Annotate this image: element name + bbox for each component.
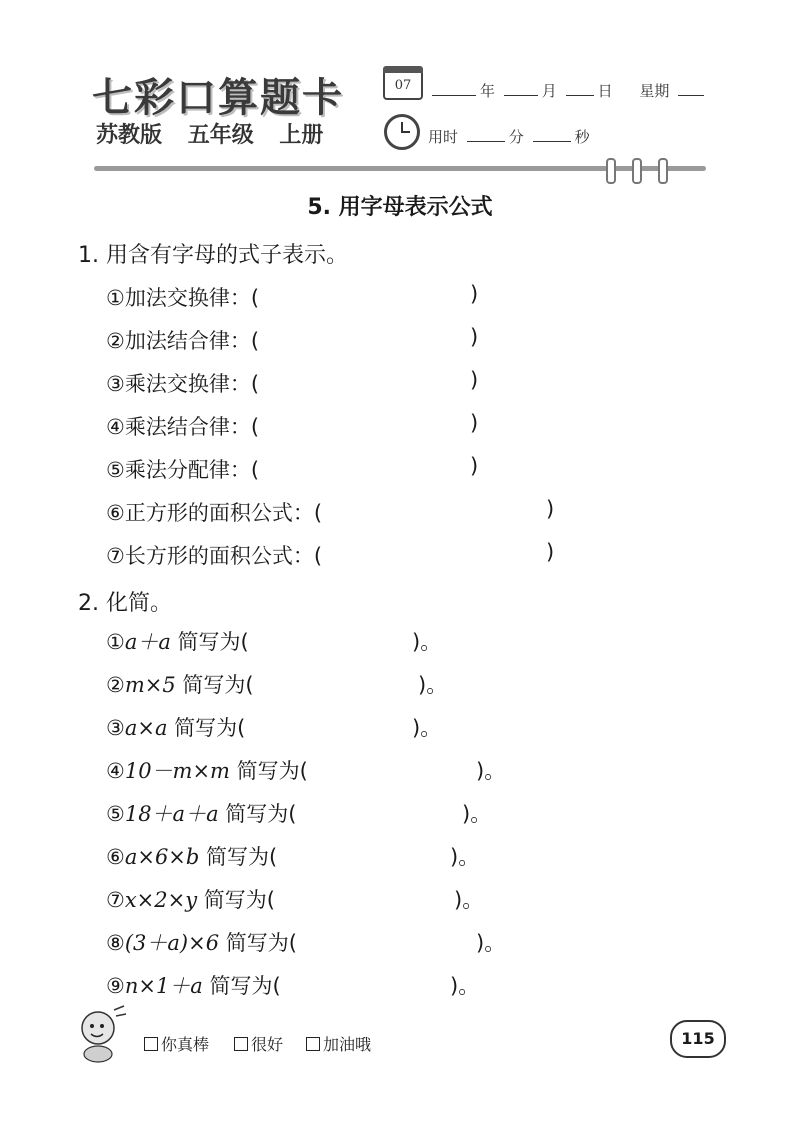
rating-label: 你真棒	[161, 1035, 210, 1054]
q2-item-8	[106, 927, 536, 955]
q2-item-tail: 简写为(	[167, 716, 246, 740]
q2-item-tail: 简写为(	[199, 845, 278, 869]
q2-item-1	[106, 626, 506, 654]
page-number: 115	[670, 1020, 726, 1058]
checkbox-icon[interactable]	[234, 1037, 248, 1051]
date-day-label: 日	[597, 82, 613, 100]
q2-item-num: ⑧	[106, 931, 125, 955]
binder-ring-icon	[606, 158, 616, 184]
q1-item-1	[106, 282, 506, 310]
checkbox-icon[interactable]	[306, 1037, 320, 1051]
q1-item-label: ⑤乘法分配律：(	[106, 458, 260, 482]
q2-item-num: ⑥	[106, 845, 125, 869]
calendar-icon	[383, 66, 423, 100]
checkbox-icon[interactable]	[144, 1037, 158, 1051]
q2-item-num: ③	[106, 716, 125, 740]
second-blank[interactable]	[533, 127, 571, 142]
q1-item-close: )	[470, 368, 479, 392]
grade: 五年级	[187, 123, 254, 148]
mascot-illustration	[68, 1002, 130, 1064]
lesson-title: 5. 用字母表示公式	[307, 195, 493, 220]
q1-item-close: )	[546, 497, 555, 521]
q2-item-tail: 简写为(	[229, 759, 308, 783]
q1-item-6	[106, 497, 586, 525]
q2-item-expr: 18＋a＋a	[124, 802, 219, 826]
q2-item-tail: 简写为(	[175, 673, 254, 697]
binder-ring-icon	[632, 158, 642, 184]
time-line	[428, 126, 590, 147]
q1-item-7	[106, 540, 586, 568]
time-min-label: 分	[508, 128, 524, 146]
q2-item-close: )。	[450, 845, 480, 869]
q1-item-4	[106, 411, 506, 439]
rating-option-3[interactable]	[306, 1032, 371, 1055]
day-blank[interactable]	[566, 81, 594, 96]
q1-item-close: )	[470, 325, 479, 349]
q2-item-close: )。	[412, 630, 442, 654]
q1-item-label: ⑦长方形的面积公式：(	[106, 544, 323, 568]
q2-item-9	[106, 970, 516, 998]
q2-item-num: ⑨	[106, 974, 125, 998]
q1-item-label: ①加法交换律：(	[106, 286, 260, 310]
rating-label: 很好	[251, 1035, 284, 1054]
rating-label: 加油哦	[323, 1035, 372, 1054]
q1-item-5	[106, 454, 506, 482]
week-blank[interactable]	[678, 81, 704, 96]
q2-item-7	[106, 884, 516, 912]
q2-item-expr: (3＋a)×6	[124, 931, 220, 955]
q1-item-2	[106, 325, 506, 353]
q2-item-close: )。	[412, 716, 442, 740]
volume: 上册	[279, 123, 324, 148]
q2-item-tail: 简写为(	[219, 931, 297, 955]
q1-item-label: ④乘法结合律：(	[106, 415, 260, 439]
q2-item-close: )。	[450, 974, 480, 998]
date-line	[428, 80, 708, 101]
q2-item-expr: a×a	[124, 716, 168, 740]
q1-heading: 1. 用含有字母的式子表示。	[78, 243, 348, 268]
calendar-day: 07	[394, 78, 412, 93]
q2-item-num: ⑤	[106, 802, 125, 826]
q2-item-close: )。	[454, 888, 484, 912]
q2-item-num: ①	[106, 630, 125, 654]
month-blank[interactable]	[504, 81, 538, 96]
edition: 苏教版	[96, 123, 163, 148]
q2-item-close: )。	[476, 931, 506, 955]
clock-icon	[384, 114, 420, 150]
q1-item-close: )	[546, 540, 555, 564]
q1-item-close: )	[470, 411, 479, 435]
q2-item-tail: 简写为(	[170, 630, 249, 654]
q1-item-label: ②加法结合律：(	[106, 329, 260, 353]
q2-item-6	[106, 841, 516, 869]
q2-item-tail: 简写为(	[202, 974, 281, 998]
q1-item-close: )	[470, 282, 479, 306]
time-label: 用时	[428, 128, 459, 146]
q2-item-tail: 简写为(	[218, 802, 297, 826]
brand-title: 七彩口算题卡	[92, 75, 344, 121]
date-month-label: 月	[541, 82, 557, 100]
q2-item-close: )。	[462, 802, 492, 826]
minute-blank[interactable]	[467, 127, 505, 142]
q2-item-expr: n×1＋a	[124, 974, 203, 998]
binder-ring-icon	[658, 158, 668, 184]
q2-item-close: )。	[418, 673, 448, 697]
q2-item-num: ②	[106, 673, 125, 697]
q2-item-expr: 10－m×m	[124, 759, 230, 783]
q2-item-expr: m×5	[124, 673, 176, 697]
q2-item-5	[106, 798, 526, 826]
time-sec-label: 秒	[574, 128, 590, 146]
q2-item-2	[106, 669, 506, 697]
rating-option-2[interactable]	[234, 1032, 283, 1055]
q2-item-expr: a×6×b	[124, 845, 200, 869]
q2-item-4	[106, 755, 536, 783]
q1-item-3	[106, 368, 506, 396]
date-week-label: 星期	[639, 82, 670, 100]
q1-item-label: ⑥正方形的面积公式：(	[106, 501, 323, 525]
q1-item-close: )	[470, 454, 479, 478]
q2-item-expr: a＋a	[124, 630, 171, 654]
q2-item-3	[106, 712, 506, 740]
date-year-label: 年	[480, 82, 496, 100]
q2-item-num: ④	[106, 759, 125, 783]
q2-heading: 2. 化简。	[78, 591, 172, 616]
q2-item-expr: x×2×y	[124, 888, 198, 912]
edition-line	[96, 118, 341, 149]
year-blank[interactable]	[432, 81, 476, 96]
rating-option-1[interactable]	[144, 1032, 209, 1055]
q2-item-tail: 简写为(	[197, 888, 275, 912]
q1-item-label: ③乘法交换律：(	[106, 372, 260, 396]
q2-item-close: )。	[476, 759, 506, 783]
q2-item-num: ⑦	[106, 888, 125, 912]
